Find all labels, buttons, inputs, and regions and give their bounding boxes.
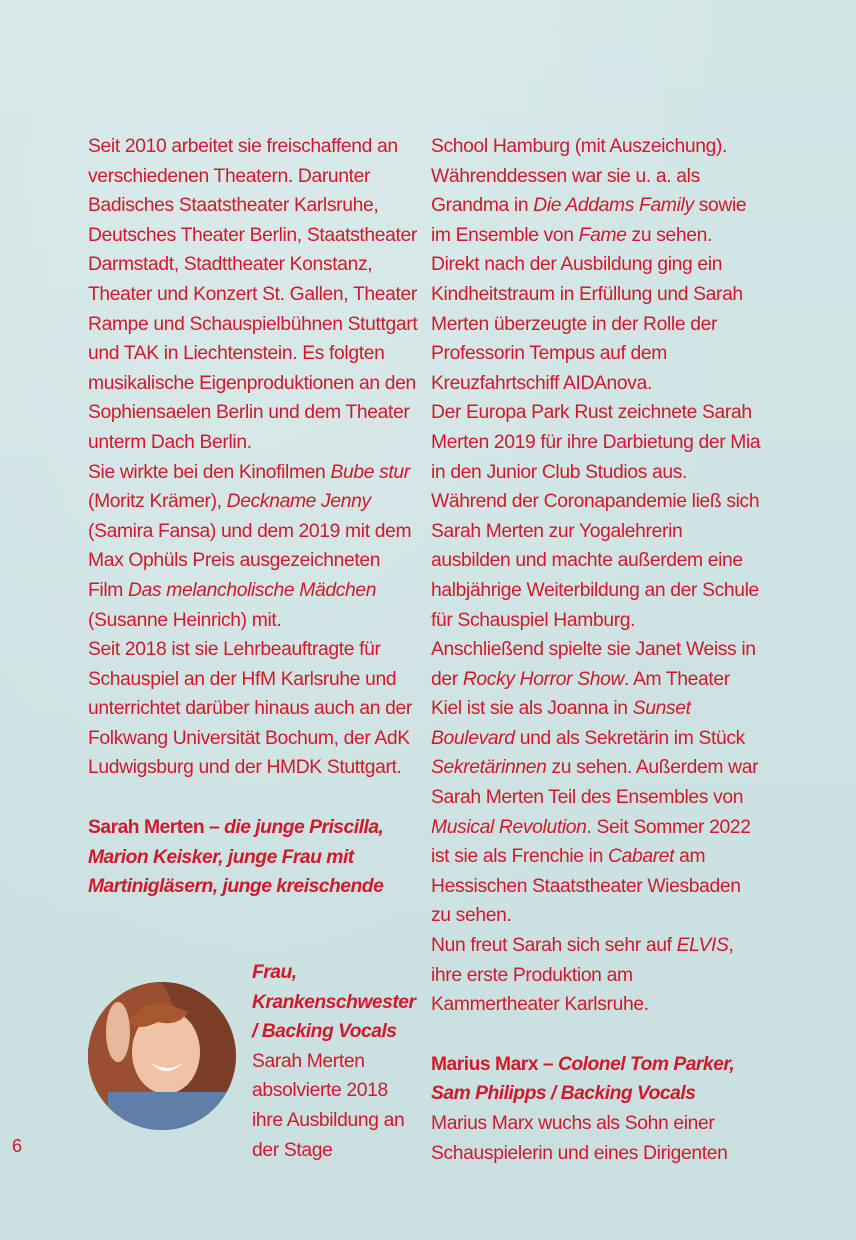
film-title: Deckname Jenny [226,491,371,513]
bio-paragraph: Sie wirkte bei den Kinofilmen Bube stur (Moritz Krämer), Deckname Jenny (Samira Fansa) und dem 2019 mit dem Max Ophüls Preis ausgezeichneten Film Das melancholische Mädchen (Susanne Heinrich) mit. [88,461,412,631]
bio-paragraph: Während der Coronapandemie ließ sich Sarah Merten zur Yogalehrerin ausbilden und machte außerdem eine halbjährige Weiterbildung an der Schule für Schauspiel Hamburg. [431,491,760,631]
bio-paragraph: Nun freut Sarah sich sehr auf ELVIS, ihre erste Produktion am Kammertheater Karlsruhe. [431,935,734,1016]
left-column-continued [252,958,422,1165]
show-title: Sekretärinnen [431,757,547,779]
portrait-photo [88,982,236,1130]
left-column [88,132,418,902]
bio-paragraph: Der Europa Park Rust zeichnete Sarah Merten 2019 für ihre Darbietung der Mia in den Junior Club Studios aus. [431,402,761,483]
show-title: Cabaret [608,846,675,868]
bio-paragraph: Anschließend spielte sie Janet Weiss in der Rocky Horror Show. Am Theater Kiel ist sie als Joanna in Sunset Boulevard und als Sekretärin im Stück Sekretärinnen zu sehen. Außerdem war Sarah Merten Teil des Ensembles von Musical Revolution. Seit Sommer 2022 ist sie als Frenchie in Cabaret am Hessischen Staatstheater Wiesbaden zu sehen. [431,639,759,927]
bio-paragraph: Sarah Merten absolvierte 2018 ihre Ausbildung an der Stage [252,1050,405,1161]
show-title: Rocky Horror Show [462,668,625,690]
right-column [431,132,761,1168]
bio-paragraph: School Hamburg (mit Auszeichung). Währenddessen war sie u. a. als Grandma in Die Addams Family sowie im Ensemble von Fame zu sehen. Direkt nach der Ausbildung ging ein Kindheitstraum in Erfüllung und Sarah Merten überzeugte in der Rolle der Professorin Tempus auf dem Kreuzfahrtschiff AIDAnova. [431,136,747,394]
show-title: Sunset Boulevard [431,698,691,749]
show-title: Die Addams Family [533,195,694,217]
film-title: Bube stur [330,461,410,483]
bio-paragraph: Seit 2010 arbeitet sie freischaffend an verschiedenen Theatern. Darunter Badisches Staatstheater Karlsruhe, Deutsches Theater Berlin, Staatstheater Darmstadt, Stadttheater Konstanz, Theater und Konzert St. Gallen, Theater Rampe und Schauspielbühnen Stuttgart und TAK in Liechtenstein. Es folgten musikalische Eigenproduktionen an den Sophiensaelen Berlin und dem Theater unterm Dach Berlin. [88,136,418,453]
show-title: Musical Revolution [431,816,587,838]
bio-paragraph: Seit 2018 ist sie Lehrbeauftragte für Schauspiel an der HfM Karlsruhe und unterrichtet darüber hinaus auch an der Folkwang Universität Bochum, der AdK Ludwigsburg und der HMDK Stuttgart. [88,639,412,779]
cast-heading-marius-marx: Marius Marx – Colonel Tom Parker, Sam Philipps / Backing Vocals [431,1053,735,1105]
portrait-illustration [88,982,236,1130]
show-title: ELVIS [676,935,729,957]
cast-heading-sarah-merten: Sarah Merten – die junge Priscilla, Marion Keisker, junge Frau mit Martinigläsern, junge kreischende [88,817,384,898]
show-title: Fame [578,224,627,246]
film-title: Das melancholische Mädchen [128,579,377,601]
cast-heading-roles-continued: Frau, Krankenschwester / Backing Vocals [252,962,416,1043]
bio-paragraph: Marius Marx wuchs als Sohn einer Schauspielerin und eines Dirigenten [431,1113,728,1164]
page-number: 6 [12,1136,23,1156]
